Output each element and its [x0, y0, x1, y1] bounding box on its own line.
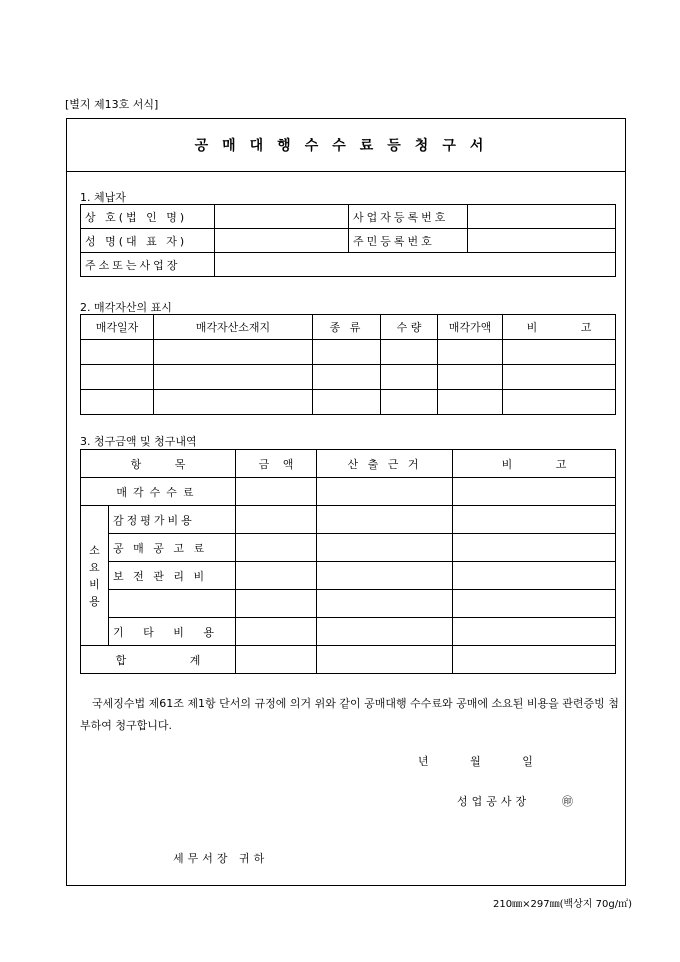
col-basis: 산 출 근 거 — [317, 450, 453, 478]
auction-notice-fee-label: 공 매 공 고 료 — [109, 534, 236, 562]
col-sale-price: 매각가액 — [438, 315, 503, 340]
addressee: 세무서장 귀하 — [173, 852, 269, 865]
address-label: 주소또는사업장 — [81, 253, 215, 277]
cost-group-label: 소요비용 — [81, 506, 109, 646]
company-name-field[interactable] — [215, 205, 349, 229]
col-asset-location: 매각자산소재지 — [154, 315, 313, 340]
resident-reg-field[interactable] — [468, 229, 616, 253]
date-line: 년 월 일 — [418, 755, 533, 768]
col-quantity: 수 량 — [381, 315, 438, 340]
other-cost-label: 기 타 비 용 — [109, 618, 236, 646]
business-reg-label: 사업자등록번호 — [349, 205, 468, 229]
company-name-label: 상 호(법 인 명) — [81, 205, 215, 229]
claim-details-table — [80, 449, 616, 674]
table-row — [81, 390, 616, 415]
section3-heading: 3. 청구금액 및 청구내역 — [80, 435, 197, 448]
representative-name-label: 성 명(대 표 자) — [81, 229, 215, 253]
appraisal-cost-label: 감정평가비용 — [109, 506, 236, 534]
blank-cost-label[interactable] — [109, 590, 236, 618]
claim-statement: 국세징수법 제61조 제1항 단서의 규정에 의거 위와 같이 공매대행 수수료와 공매에 소요된 비용을 관련증빙 첨부하여 청구합니다. — [80, 697, 619, 732]
col-remarks: 비 고 — [453, 450, 616, 478]
business-reg-field[interactable] — [468, 205, 616, 229]
section2-heading: 2. 매각자산의 표시 — [80, 301, 172, 314]
address-field[interactable] — [215, 253, 616, 277]
seal-mark: ㊞ — [562, 795, 573, 808]
preservation-cost-label: 보 전 관 리 비 — [109, 562, 236, 590]
col-amount: 금 액 — [236, 450, 317, 478]
form-number-label: [별지 제13호 서식] — [65, 98, 159, 111]
resident-reg-label: 주민등록번호 — [349, 229, 468, 253]
sold-assets-table — [80, 314, 616, 415]
col-sale-date: 매각일자 — [81, 315, 154, 340]
paper-spec: 210㎜×297㎜(백상지 70g/㎡) — [493, 899, 632, 910]
col-type: 종 류 — [313, 315, 381, 340]
col-item: 항 목 — [81, 450, 236, 478]
table-row — [81, 365, 616, 390]
col-remarks: 비 고 — [503, 315, 616, 340]
table-row — [81, 340, 616, 365]
delinquent-taxpayer-table — [80, 204, 616, 277]
representative-name-field[interactable] — [215, 229, 349, 253]
signer-title: 성업공사장 — [457, 795, 531, 808]
form-title: 공매대행수수료등청구서 — [194, 138, 498, 154]
section1-heading: 1. 체납자 — [80, 191, 126, 204]
title-divider — [66, 171, 626, 172]
total-label: 합 계 — [81, 646, 236, 674]
sale-fee-label: 매각수수료 — [81, 478, 236, 506]
